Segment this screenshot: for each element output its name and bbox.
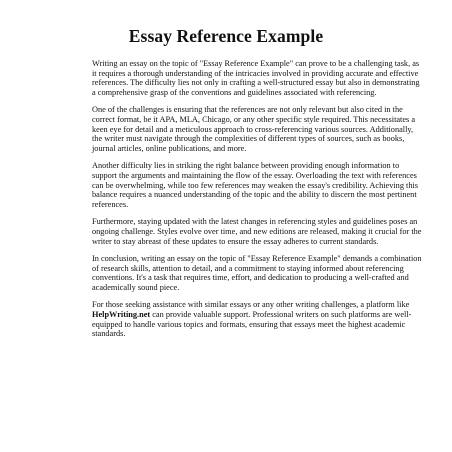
assistance-text-before: For those seeking assistance with similar essays or any other writing challenges, a platform like bbox=[92, 300, 410, 310]
paragraph-citation-format: One of the challenges is ensuring that the references are not only relevant but also cited in the correct format, be it APA, MLA, Chicago, or any other specific style required. This necessitates a keen eye for detail and a meticulous approach to cross-referencing various sources. Additionally, the writer must navigate through the complexities of different types of sources, such as books, journal articles, online publications, and more. bbox=[92, 105, 416, 153]
document-body bbox=[92, 59, 422, 347]
paragraph-balance: Another difficulty lies in striking the right balance between providing enough information to support the arguments and maintaining the flow of the essay. Overloading the text with references can be overwhelming, while too few references may weaken the essay's credibility. Achieving this balance requires a nuanced understanding of the topic and the ability to discern the most pertinent references. bbox=[92, 161, 419, 209]
paragraph-conclusion: In conclusion, writing an essay on the topic of "Essay Reference Example" demands a combination of research skills, attention to detail, and a commitment to staying informed about referencing conventions. It's a task that requires time, effort, and dedication to producing a well-crafted and academically sound piece. bbox=[92, 254, 422, 292]
assistance-text-after: can provide valuable support. Professional writers on such platforms are well-equipped to handle various topics and formats, ensuring that essays meet the highest academic standards. bbox=[92, 310, 412, 339]
page-title: Essay Reference Example bbox=[128, 26, 324, 46]
paragraph-assistance bbox=[92, 300, 422, 338]
brand-name: HelpWriting.net bbox=[92, 310, 151, 320]
paragraph-updates: Furthermore, staying updated with the latest changes in referencing styles and guidelines poses an ongoing challenge. Styles evolve over time, and new editions are released, making it crucial for the writer to stay abreast of these updates to ensure the essay adheres to current standards. bbox=[92, 217, 422, 246]
paragraph-intro: Writing an essay on the topic of "Essay Reference Example" can prove to be a challenging task, as it requires a thorough understanding of the intricacies involved in providing accurate and effective references. The difficulty lies not only in crafting a well-structured essay but also in demonstrating a comprehensive grasp of the conventions and guidelines associated with referencing. bbox=[92, 59, 420, 97]
